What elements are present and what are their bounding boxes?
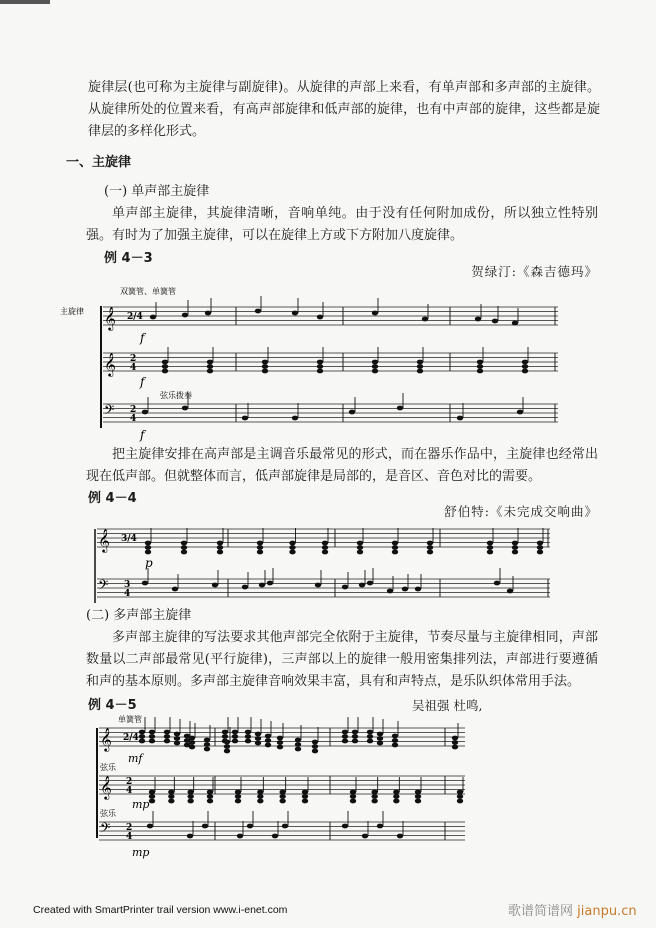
note-head	[522, 360, 528, 365]
note-head	[417, 360, 423, 365]
note-head	[142, 581, 148, 586]
dynamic-f: f	[140, 428, 145, 442]
score-example-4-4	[0, 517, 656, 605]
note-head	[302, 790, 308, 795]
note-head	[257, 799, 263, 804]
note-head	[149, 739, 155, 744]
dynamic-p: p	[145, 556, 153, 570]
paragraph-intro: 旋律层(也可称为主旋律与副旋律)。从旋律的声部上来看，有单声部和多声部的主旋律。从旋律所处的位置来看，有高声部旋律和低声部的旋律，也有中声部的旋律，这些都是旋律层的多样化形式。	[88, 80, 600, 139]
note-head	[224, 744, 230, 749]
note-head	[295, 738, 301, 743]
note-head	[257, 790, 263, 795]
note-head	[371, 794, 377, 799]
note-head	[457, 416, 463, 421]
note-head	[162, 369, 168, 374]
treble-clef-icon: 𝄞	[100, 727, 112, 751]
note-head	[487, 541, 493, 546]
note-head	[392, 550, 398, 555]
note-head	[393, 790, 399, 795]
note-head	[322, 545, 328, 550]
note-head	[207, 799, 213, 804]
note-head	[255, 736, 261, 741]
note-head	[235, 790, 241, 795]
note-head	[168, 790, 174, 795]
note-head	[257, 545, 263, 550]
instrument-label: 双簧管、单簧管	[120, 287, 176, 296]
note-head	[415, 794, 421, 799]
note-head	[277, 740, 283, 745]
note-head	[262, 364, 268, 369]
note-head	[452, 745, 458, 750]
note-head	[267, 581, 273, 586]
note-head	[204, 738, 210, 743]
note-head	[295, 747, 301, 752]
note-head	[522, 364, 528, 369]
note-head	[367, 734, 373, 739]
note-head	[349, 410, 355, 415]
note-head	[342, 739, 348, 744]
note-head	[207, 790, 213, 795]
note-head	[242, 585, 248, 590]
note-head	[477, 360, 483, 365]
note-head	[392, 541, 398, 546]
note-head	[512, 545, 518, 550]
note-head	[189, 745, 195, 750]
note-head	[245, 739, 251, 744]
note-head	[235, 799, 241, 804]
note-head	[457, 790, 463, 795]
note-head	[457, 799, 463, 804]
note-head	[322, 541, 328, 546]
note-head	[145, 541, 151, 546]
note-head	[417, 369, 423, 374]
note-head	[371, 790, 377, 795]
note-head	[392, 734, 398, 739]
note-head	[397, 406, 403, 411]
time-signature: 2	[126, 777, 133, 787]
note-head	[257, 794, 263, 799]
note-head	[279, 790, 285, 795]
treble-clef-icon: 𝄞	[98, 528, 110, 552]
note-head	[402, 587, 408, 592]
note-head	[162, 360, 168, 365]
note-head	[189, 740, 195, 745]
note-head	[222, 734, 228, 739]
note-head	[204, 747, 210, 752]
note-head	[139, 730, 145, 735]
note-head	[181, 545, 187, 550]
note-head	[322, 550, 328, 555]
note-head	[507, 589, 513, 594]
note-head	[174, 741, 180, 746]
time-signature: 4	[126, 786, 133, 796]
time-signature: 3	[124, 580, 131, 590]
note-head	[357, 550, 363, 555]
note-head	[162, 364, 168, 369]
example-label-4-3: 例 4－3	[104, 251, 153, 266]
note-head	[342, 734, 348, 739]
note-head	[255, 732, 261, 737]
note-head	[387, 589, 393, 594]
note-head	[317, 360, 323, 365]
note-head	[289, 550, 295, 555]
time-signature: 4	[130, 414, 137, 424]
note-head	[142, 410, 148, 415]
paragraph-single-voice: 单声部主旋律，其旋律清晰，音响单纯。由于没有任何附加成份，所以独立性特别强。有时为了加强主旋律，可以在旋律上方或下方附加八度旋律。	[86, 206, 598, 243]
note-head	[247, 824, 253, 829]
treble-clef-icon: 𝄞	[100, 775, 112, 799]
part-label: 主旋律	[60, 307, 84, 316]
note-head	[393, 794, 399, 799]
note-head	[292, 311, 298, 316]
note-head	[174, 732, 180, 737]
note-head	[182, 313, 188, 318]
note-head	[537, 541, 543, 546]
dynamic-mp: mp	[132, 798, 150, 811]
note-head	[150, 315, 156, 320]
note-head	[371, 799, 377, 804]
note-head	[350, 794, 356, 799]
note-head	[292, 416, 298, 421]
note-head	[181, 541, 187, 546]
note-head	[367, 730, 373, 735]
note-head	[492, 319, 498, 324]
bass-clef-icon: 𝄢	[100, 820, 111, 839]
note-head	[289, 541, 295, 546]
instrument-label: 弦乐拨奏	[160, 391, 192, 400]
note-head	[277, 745, 283, 750]
note-head	[477, 369, 483, 374]
note-head	[377, 741, 383, 746]
note-head	[168, 799, 174, 804]
note-head	[149, 799, 155, 804]
note-head	[277, 736, 283, 741]
note-head	[342, 585, 348, 590]
attribution-4-5: 吴祖强 杜鸣,	[412, 698, 483, 713]
note-head	[255, 741, 261, 746]
time-signature: 2/4	[123, 733, 139, 743]
note-head	[235, 794, 241, 799]
note-head	[217, 541, 223, 546]
note-head	[217, 550, 223, 555]
note-head	[302, 799, 308, 804]
note-head	[457, 794, 463, 799]
note-head	[317, 369, 323, 374]
note-head	[427, 550, 433, 555]
dynamic-mf: mf	[128, 752, 143, 765]
note-head	[357, 541, 363, 546]
note-head	[494, 581, 500, 586]
note-head	[257, 541, 263, 546]
note-head	[232, 730, 238, 735]
note-head	[422, 317, 428, 322]
subheading-single-voice: (一) 单声部主旋律	[104, 184, 210, 199]
note-head	[204, 742, 210, 747]
note-head	[237, 834, 243, 839]
note-head	[257, 550, 263, 555]
subheading-multi-voice: (二) 多声部主旋律	[86, 608, 192, 623]
note-head	[302, 794, 308, 799]
note-head	[512, 321, 518, 326]
note-head	[362, 834, 368, 839]
note-head	[232, 739, 238, 744]
note-head	[272, 834, 278, 839]
note-head	[279, 794, 285, 799]
note-head	[317, 315, 323, 320]
treble-clef-icon: 𝄞	[104, 352, 116, 376]
note-head	[187, 834, 193, 839]
note-head	[312, 740, 318, 745]
dynamic-f: f	[140, 331, 145, 345]
note-head	[174, 736, 180, 741]
note-head	[265, 738, 271, 743]
dynamic-f: f	[140, 375, 145, 389]
note-head	[377, 732, 383, 737]
note-head	[207, 360, 213, 365]
footer-created-with: Created with SmartPrinter trail version www.i-enet.com	[33, 904, 288, 916]
time-signature: 3/4	[121, 534, 137, 544]
instrument-label: 弦乐	[100, 809, 116, 818]
note-head	[139, 734, 145, 739]
note-head	[168, 794, 174, 799]
time-signature: 2	[130, 405, 137, 415]
note-head	[172, 587, 178, 592]
note-head	[222, 739, 228, 744]
time-signature: 4	[130, 363, 137, 373]
note-head	[312, 744, 318, 749]
note-head	[317, 364, 323, 369]
note-head	[259, 583, 265, 588]
time-signature: 4	[126, 832, 133, 842]
score-example-4-3	[0, 280, 656, 442]
note-head	[289, 545, 295, 550]
note-head	[232, 734, 238, 739]
note-head	[262, 360, 268, 365]
note-head	[392, 738, 398, 743]
note-head	[164, 734, 170, 739]
note-head	[149, 730, 155, 735]
note-head	[392, 545, 398, 550]
note-head	[427, 545, 433, 550]
note-head	[393, 799, 399, 804]
note-head	[262, 369, 268, 374]
note-head	[415, 587, 421, 592]
paragraph-multi-voice: 多声部主旋律的写法要求其他声部完全依附于主旋律，节奏尽量与主旋律相同，声部数量以二声部最常见(平行旋律)，三声部以上的旋律一般用密集排列法，声部进行要遵循和声的基本原则。多声部主旋律音响效果丰富，具有和声特点，是乐队织体常用手法。	[86, 630, 598, 689]
note-head	[245, 734, 251, 739]
note-head	[377, 736, 383, 741]
attribution-4-3: 贺绿汀:《森吉德玛》	[471, 264, 598, 279]
treble-clef-icon: 𝄞	[104, 306, 116, 330]
note-head	[537, 545, 543, 550]
note-head	[149, 790, 155, 795]
note-head	[417, 364, 423, 369]
note-head	[202, 824, 208, 829]
note-head	[452, 740, 458, 745]
note-head	[265, 734, 271, 739]
time-signature: 2	[130, 354, 137, 364]
note-head	[377, 824, 383, 829]
note-head	[207, 369, 213, 374]
note-head	[265, 743, 271, 748]
note-head	[149, 734, 155, 739]
paragraph-low-voice: 把主旋律安排在高声部是主调音乐最常见的形式，而在器乐作品中，主旋律也经常出现在低声部。但就整体而言，低声部旋律是局部的，是音区、音色对比的需要。	[86, 447, 598, 484]
note-head	[242, 416, 248, 421]
note-head	[295, 742, 301, 747]
note-head	[164, 739, 170, 744]
note-head	[145, 550, 151, 555]
watermark-cn: 歌谱简谱网	[508, 904, 574, 919]
note-head	[537, 550, 543, 555]
score-example-4-5	[0, 710, 656, 860]
note-head	[475, 317, 481, 322]
note-head	[357, 545, 363, 550]
note-head	[350, 799, 356, 804]
note-head	[397, 834, 403, 839]
time-signature: 2/4	[127, 312, 143, 322]
attribution-4-4: 舒伯特:《未完成交响曲》	[444, 504, 598, 519]
bass-clef-icon: 𝄢	[98, 577, 109, 596]
section-heading-main-melody: 一、主旋律	[66, 155, 132, 170]
note-head	[255, 309, 261, 314]
note-head	[415, 790, 421, 795]
note-head	[477, 364, 483, 369]
note-head	[372, 360, 378, 365]
note-head	[487, 545, 493, 550]
scan-mark	[0, 0, 50, 4]
note-head	[279, 799, 285, 804]
instrument-label: 弦乐	[100, 763, 116, 772]
note-head	[149, 794, 155, 799]
note-head	[342, 824, 348, 829]
time-signature: 4	[124, 589, 131, 599]
watermark	[508, 900, 637, 919]
note-head	[212, 583, 218, 588]
note-head	[372, 369, 378, 374]
note-head	[372, 311, 378, 316]
bass-clef-icon: 𝄢	[104, 402, 115, 421]
note-head	[205, 311, 211, 316]
note-head	[392, 743, 398, 748]
note-head	[487, 550, 493, 555]
note-head	[245, 730, 251, 735]
note-head	[217, 545, 223, 550]
note-head	[452, 736, 458, 741]
note-head	[181, 550, 187, 555]
note-head	[315, 583, 321, 588]
note-head	[147, 824, 153, 829]
note-head	[342, 730, 348, 735]
instrument-label: 单簧管	[118, 715, 142, 724]
note-head	[312, 749, 318, 754]
note-head	[189, 736, 195, 741]
note-head	[224, 749, 230, 754]
note-head	[350, 790, 356, 795]
note-head	[512, 550, 518, 555]
example-label-4-4: 例 4－4	[88, 491, 137, 506]
note-head	[187, 794, 193, 799]
note-head	[352, 730, 358, 735]
note-head	[359, 583, 365, 588]
note-head	[352, 734, 358, 739]
note-head	[517, 410, 523, 415]
note-head	[367, 581, 373, 586]
note-head	[427, 541, 433, 546]
note-head	[282, 824, 288, 829]
time-signature: 2	[126, 823, 133, 833]
note-head	[207, 794, 213, 799]
note-head	[222, 730, 228, 735]
note-head	[145, 545, 151, 550]
dynamic-mp: mp	[132, 846, 150, 859]
note-head	[182, 406, 188, 411]
note-head	[164, 730, 170, 735]
note-head	[415, 799, 421, 804]
note-head	[512, 541, 518, 546]
note-head	[372, 364, 378, 369]
note-head	[367, 739, 373, 744]
note-head	[522, 369, 528, 374]
note-head	[187, 790, 193, 795]
note-head	[352, 739, 358, 744]
note-head	[139, 739, 145, 744]
watermark-en: jianpu.cn	[577, 904, 637, 919]
note-head	[187, 799, 193, 804]
note-head	[207, 364, 213, 369]
example-label-4-5: 例 4－5	[88, 698, 137, 713]
